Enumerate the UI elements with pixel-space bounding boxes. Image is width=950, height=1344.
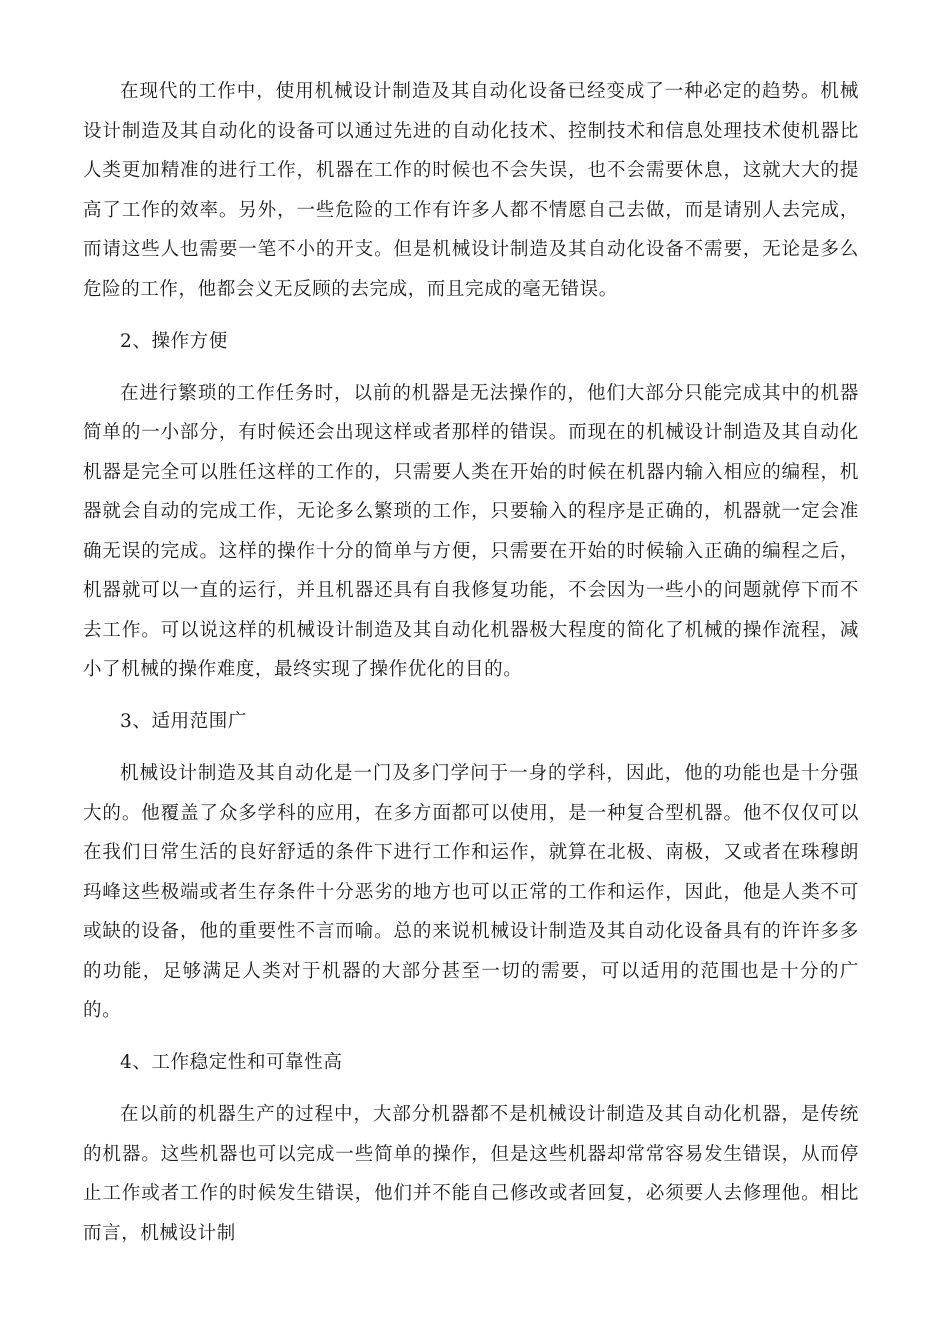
- section-heading-2: 2、操作方便: [120, 330, 228, 352]
- paragraph-1: 在现代的工作中，使用机械设计制造及其自动化设备已经变成了一种必定的趋势。机械设计制造及其自动化的设备可以通过先进的自动化技术、控制技术和信息处理技术使机器比人类更加精准的进行工作，机器在工作的时候也不会失误，也不会需要休息，这就大大的提高了工作的效率。另外，一些危险的工作有许多人都不情愿自己去做，而是请别人去完成，而请这些人也需要一笔不小的开支。但是机械设计制造及其自动化设备不需要，无论是多么危险的工作，他都会义无反顾的去完成，而且完成的毫无错误。: [83, 81, 859, 300]
- paragraph-3: 机械设计制造及其自动化是一门及多门学问于一身的学科，因此，他的功能也是十分强大的。他覆盖了众多学科的应用，在多方面都可以使用，是一种复合型机器。他不仅仅可以在我们日常生活的良好舒适的条件下进行工作和运作，就算在北极、南极，又或者在珠穆朗玛峰这些极端或者生存条件十分恶劣的地方也可以正常的工作和运作，因此，他是人类不可或缺的设备，他的重要性不言而喻。总的来说机械设计制造及其自动化设备具有的许许多多的功能，足够满足人类对于机器的大部分甚至一切的需要，可以适用的范围也是十分的广的。: [83, 763, 859, 1021]
- document-body: [83, 72, 859, 1266]
- paragraph-4: 在以前的机器生产的过程中，大部分机器都不是机械设计制造及其自动化机器，是传统的机器。这些机器也可以完成一些简单的操作，但是这些机器却常常容易发生错误，从而停止工作或者工作的时候发生错误，他们并不能自己修改或者回复，必须要人去修理他。相比而言，机械设计制: [83, 1104, 859, 1244]
- section-heading-3: 3、适用范围广: [120, 711, 247, 732]
- section-heading-4: 4、工作稳定性和可靠性高: [120, 1052, 343, 1073]
- paragraph-2: 在进行繁琐的工作任务时，以前的机器是无法操作的，他们大部分只能完成其中的机器简单的一小部分，有时候还会出现这样或者那样的错误。而现在的机械设计制造及其自动化机器是完全可以胜任这样的工作的，只需要人类在开始的时候在机器内输入相应的编程，机器就会自动的完成工作，无论多么繁琐的工作，只要输入的程序是正确的，机器就一定会准确无误的完成。这样的操作十分的简单与方便，只需要在开始的时候输入正确的编程之后，机器就可以一直的运行，并且机器还具有自我修复功能，不会因为一些小的问题就停下而不去工作。可以说这样的机械设计制造及其自动化机器极大程度的简化了机械的操作流程，减小了机械的操作难度，最终实现了操作优化的目的。: [83, 382, 859, 680]
